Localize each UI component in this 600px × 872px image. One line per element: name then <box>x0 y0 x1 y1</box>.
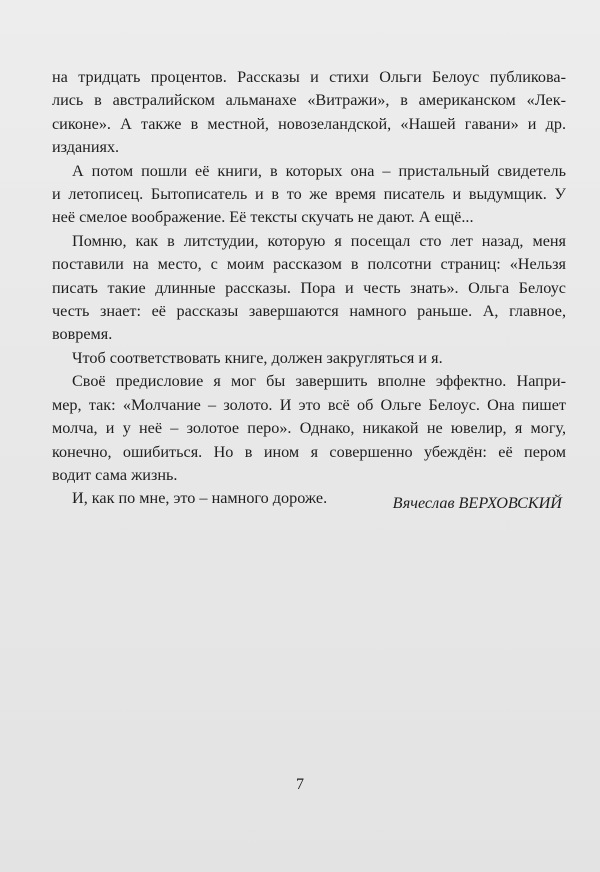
text-line: и летописец. Бытописатель и в то же время писатель и выдумщик. У <box>52 185 566 204</box>
text-line: поставили на место, с моим рассказом в полсотни страниц: «Нельзя <box>52 255 566 274</box>
text-line: И, как по мне, это – намного дороже. <box>72 489 328 508</box>
page-number: 7 <box>296 776 304 793</box>
text-line: вовремя. <box>52 325 113 344</box>
text-line: писать такие длинные рассказы. Пора и честь знать». Ольга Белоус <box>52 278 566 297</box>
text-line: на тридцать процентов. Рассказы и стихи Ольги Белоус публикова- <box>52 68 566 86</box>
paragraph <box>52 160 566 230</box>
author-signature: Вячеслав ВЕРХОВСКИЙ <box>392 494 562 512</box>
paragraph <box>52 230 566 347</box>
text-line: Чтоб соответствовать книге, должен закругляться и я. <box>72 348 443 367</box>
text-line: лись в австралийском альманахе «Витражи», в американском «Лек- <box>52 91 566 110</box>
text-line: неё смелое воображение. Её тексты скучать не дают. А ещё... <box>52 208 474 227</box>
paragraph <box>52 66 566 160</box>
text-line: Своё предисловие я мог бы завершить вполне эффектно. Напри- <box>72 372 566 391</box>
text-line: водит сама жизнь. <box>52 465 178 484</box>
text-line: изданиях. <box>52 138 120 157</box>
text-line: сиконе». А также в местной, новозеландской, «Нашей гавани» и др. <box>52 114 566 133</box>
body-text <box>52 66 566 511</box>
text-line: мер, так: «Молчание – золото. И это всё об Ольге Белоус. Она пишет <box>52 395 566 414</box>
text-line: молча, и у неё – золотое перо». Однако, никакой не ювелир, я могу, <box>52 419 566 438</box>
text-line: А потом пошли её книги, в которых она – пристальный свидетель <box>72 161 566 180</box>
paragraph <box>52 347 566 370</box>
text-line: Помню, как в литстудии, которую я посещал сто лет назад, меня <box>72 231 566 250</box>
paragraph <box>52 370 566 487</box>
text-line: честь знает: её рассказы завершаются намного раньше. А, главное, <box>52 302 566 321</box>
text-line: конечно, ошибиться. Но в ином я совершенно убеждён: её пером <box>52 442 566 461</box>
